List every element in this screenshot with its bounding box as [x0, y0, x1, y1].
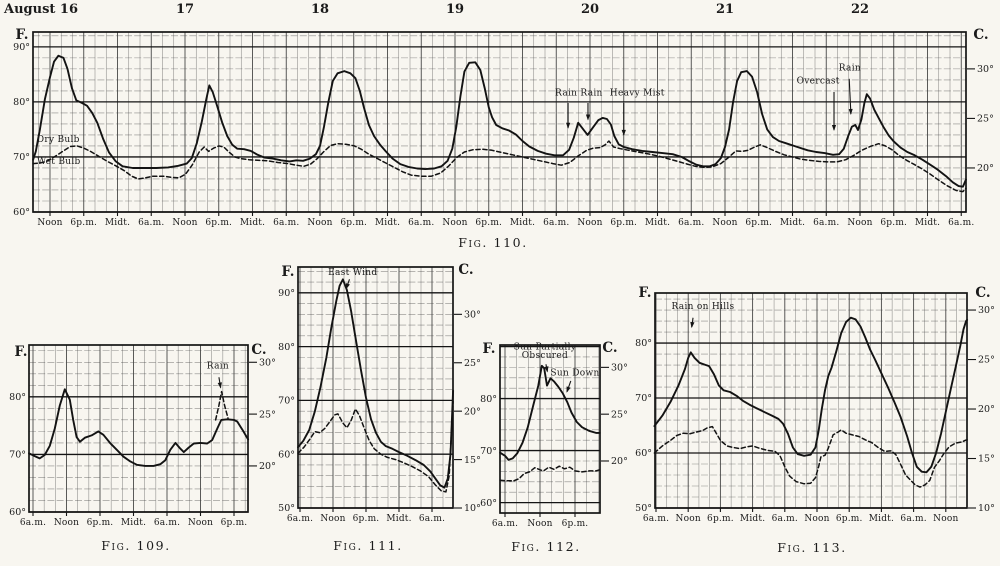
fig112-thermograph-chart — [472, 332, 628, 558]
svg-text:90°: 90° — [278, 288, 295, 300]
svg-text:Noon: Noon — [675, 514, 701, 524]
fig111-dry-bulb-curve — [298, 279, 453, 487]
x-axis-labels — [492, 513, 589, 529]
svg-text:6a.m.: 6a.m. — [273, 218, 300, 228]
fig109-svg — [0, 326, 282, 558]
day-label: 20 — [580, 2, 600, 17]
annotation: Heavy Mist — [609, 88, 665, 99]
celsius-axis-label: C. — [251, 342, 267, 358]
fig113-svg — [628, 280, 1000, 564]
day-label: 21 — [715, 2, 735, 17]
svg-text:Noon: Noon — [527, 519, 553, 529]
arrowhead-icon — [832, 125, 836, 131]
svg-text:25°: 25° — [977, 113, 994, 125]
svg-text:20°: 20° — [259, 461, 276, 473]
svg-text:6a.m.: 6a.m. — [408, 218, 435, 228]
svg-text:6a.m.: 6a.m. — [138, 218, 165, 228]
svg-text:25°: 25° — [464, 357, 481, 369]
svg-text:Midt.: Midt. — [104, 218, 131, 228]
day-label: 17 — [175, 2, 195, 17]
svg-text:6p.m.: 6p.m. — [352, 514, 380, 524]
annotation-arrow — [849, 79, 851, 114]
svg-text:10°: 10° — [978, 503, 995, 515]
svg-text:15°: 15° — [464, 454, 481, 466]
svg-text:6a.m.: 6a.m. — [642, 514, 670, 524]
svg-text:70°: 70° — [9, 449, 26, 461]
x-axis-labels — [643, 508, 959, 524]
svg-text:25°: 25° — [259, 409, 276, 421]
svg-text:20°: 20° — [464, 406, 481, 418]
svg-text:25°: 25° — [978, 354, 995, 366]
day-label: 22 — [850, 2, 870, 17]
x-axis-labels — [287, 508, 445, 524]
annotation: Sun Partially — [513, 342, 577, 353]
svg-text:70°: 70° — [635, 393, 652, 405]
fig110-caption: Fig. 110. — [458, 235, 528, 250]
svg-text:6a.m.: 6a.m. — [813, 218, 840, 228]
annotation: Sun Down — [550, 368, 600, 379]
svg-text:Midt.: Midt. — [386, 514, 412, 524]
svg-text:6p.m.: 6p.m. — [205, 218, 233, 228]
plot-frame — [655, 293, 967, 508]
svg-text:Midt.: Midt. — [644, 218, 671, 228]
svg-text:15°: 15° — [978, 453, 995, 465]
celsius-axis-label: C. — [458, 262, 474, 278]
svg-text:50°: 50° — [278, 503, 295, 515]
fig110-svg — [0, 0, 1000, 258]
left-tick-labels — [9, 392, 26, 518]
svg-text:Noon: Noon — [53, 518, 80, 528]
svg-text:6a.m.: 6a.m. — [678, 218, 705, 228]
svg-text:6p.m.: 6p.m. — [475, 218, 503, 228]
svg-text:80°: 80° — [635, 338, 652, 350]
fig110-weekly-thermograph-chart — [0, 0, 1000, 258]
svg-text:6p.m.: 6p.m. — [745, 218, 773, 228]
arrowhead-icon — [346, 283, 350, 289]
svg-text:80°: 80° — [480, 393, 497, 405]
svg-text:6p.m.: 6p.m. — [880, 218, 908, 228]
svg-text:Midt.: Midt. — [779, 218, 806, 228]
svg-text:Noon: Noon — [933, 514, 959, 524]
celsius-axis-label: C. — [973, 27, 989, 43]
svg-text:6a.m.: 6a.m. — [286, 514, 314, 524]
svg-text:6p.m.: 6p.m. — [707, 514, 734, 524]
svg-text:6p.m.: 6p.m. — [220, 518, 248, 528]
svg-text:70°: 70° — [13, 152, 30, 164]
svg-text:6p.m.: 6p.m. — [340, 218, 368, 228]
fig112-caption: Fig. 112. — [511, 539, 581, 554]
fig113-wet-bulb-curve — [654, 427, 967, 488]
svg-text:60°: 60° — [13, 207, 30, 219]
svg-text:Noon: Noon — [712, 218, 738, 228]
right-tick-labels — [968, 305, 995, 514]
arrowhead-icon — [567, 386, 571, 392]
fig113-thermograph-chart — [628, 280, 1000, 564]
svg-text:Midt.: Midt. — [239, 218, 266, 228]
x-axis-labels — [37, 212, 974, 228]
svg-text:80°: 80° — [278, 341, 295, 353]
annotation: Obscured — [521, 351, 569, 362]
fig111-svg — [270, 258, 482, 558]
svg-text:10°: 10° — [464, 503, 481, 515]
svg-text:25°: 25° — [611, 409, 628, 421]
arrowhead-icon — [566, 123, 570, 129]
svg-text:6a.m.: 6a.m. — [900, 514, 927, 524]
day-label: 18 — [310, 2, 330, 17]
celsius-axis-label: C. — [975, 285, 991, 301]
svg-text:60°: 60° — [480, 497, 497, 509]
fig111-caption: Fig. 111. — [333, 538, 403, 553]
svg-text:30°: 30° — [464, 309, 481, 321]
svg-text:60°: 60° — [9, 507, 26, 519]
fig112-dry-bulb-curve — [500, 366, 600, 460]
svg-text:6p.m.: 6p.m. — [70, 218, 98, 228]
fahrenheit-axis-label: F. — [482, 341, 496, 357]
arrowhead-icon — [586, 115, 590, 121]
svg-text:20°: 20° — [978, 404, 995, 416]
annotation: Rain — [206, 361, 230, 372]
svg-text:6p.m.: 6p.m. — [86, 518, 114, 528]
annotation: Overcast — [796, 76, 840, 87]
svg-text:Midt.: Midt. — [509, 218, 536, 228]
svg-text:Noon: Noon — [804, 514, 830, 524]
svg-text:20°: 20° — [611, 456, 628, 468]
svg-text:Noon: Noon — [577, 218, 603, 228]
svg-text:70°: 70° — [278, 395, 295, 407]
arrowhead-icon — [690, 322, 694, 328]
fahrenheit-axis-label: F. — [15, 27, 29, 43]
svg-text:50°: 50° — [635, 503, 652, 515]
svg-text:Noon: Noon — [320, 514, 346, 524]
svg-text:6a.m.: 6a.m. — [19, 518, 47, 528]
fig113-caption: Fig. 113. — [777, 540, 847, 555]
grid — [655, 293, 967, 508]
svg-text:6a.m.: 6a.m. — [491, 519, 519, 529]
right-tick-labels — [601, 363, 628, 468]
svg-text:Midt.: Midt. — [120, 518, 147, 528]
svg-text:30°: 30° — [978, 305, 995, 317]
annotation: Rain — [838, 63, 861, 74]
svg-text:Noon: Noon — [307, 218, 333, 228]
svg-text:6a.m.: 6a.m. — [948, 218, 975, 228]
left-tick-labels — [635, 338, 652, 514]
fig109-rain-spike-curve — [216, 392, 228, 420]
svg-text:6p.m.: 6p.m. — [835, 514, 863, 524]
svg-text:6a.m.: 6a.m. — [418, 514, 446, 524]
svg-text:20°: 20° — [977, 163, 994, 175]
fig109-caption: Fig. 109. — [101, 538, 171, 553]
svg-text:6p.m.: 6p.m. — [561, 519, 589, 529]
svg-text:6a.m.: 6a.m. — [543, 218, 570, 228]
fig112-wet-bulb-curve — [500, 466, 600, 481]
svg-text:Noon: Noon — [37, 218, 63, 228]
grid — [33, 32, 966, 212]
svg-text:Noon: Noon — [442, 218, 468, 228]
svg-text:Noon: Noon — [847, 218, 873, 228]
fig111-wet-bulb-curve — [298, 402, 453, 492]
right-tick-labels — [967, 64, 994, 174]
arrowhead-icon — [849, 109, 853, 115]
svg-text:6p.m.: 6p.m. — [610, 218, 638, 228]
fig112-svg — [472, 332, 628, 558]
left-tick-labels — [13, 42, 30, 218]
fig109-thermograph-chart — [0, 326, 282, 558]
fahrenheit-axis-label: F. — [281, 264, 295, 280]
left-tick-labels — [278, 288, 295, 514]
svg-text:60°: 60° — [278, 449, 295, 461]
day-label: August 16 — [4, 2, 79, 17]
fig111-thermograph-chart — [270, 258, 482, 558]
svg-text:Midt.: Midt. — [739, 514, 766, 524]
svg-text:60°: 60° — [635, 448, 652, 460]
x-axis-labels — [20, 512, 248, 528]
svg-text:30°: 30° — [977, 64, 994, 76]
annotation: East Wind — [328, 268, 378, 279]
annotation: Wet Bulb — [36, 157, 81, 168]
annotation: Dry Bulb — [36, 135, 80, 146]
fahrenheit-axis-label: F. — [14, 344, 28, 360]
svg-text:80°: 80° — [9, 392, 26, 404]
svg-text:6a.m.: 6a.m. — [153, 518, 181, 528]
svg-text:Noon: Noon — [172, 218, 198, 228]
svg-text:80°: 80° — [13, 97, 30, 109]
annotation: Rain Rain — [555, 88, 603, 99]
svg-text:Midt.: Midt. — [868, 514, 895, 524]
celsius-axis-label: C. — [602, 340, 618, 356]
svg-text:90°: 90° — [13, 42, 30, 54]
svg-text:Noon: Noon — [187, 518, 214, 528]
svg-text:70°: 70° — [480, 445, 497, 457]
annotation: Rain on Hills — [671, 301, 735, 312]
svg-text:6a.m.: 6a.m. — [771, 514, 798, 524]
svg-text:30°: 30° — [611, 362, 628, 374]
svg-text:Midt.: Midt. — [914, 218, 941, 228]
fig113-dry-bulb-curve — [654, 318, 967, 473]
left-tick-labels — [480, 394, 497, 509]
svg-text:Midt.: Midt. — [374, 218, 401, 228]
svg-text:30°: 30° — [259, 357, 276, 369]
fahrenheit-axis-label: F. — [638, 285, 652, 301]
day-label: 19 — [445, 2, 465, 17]
